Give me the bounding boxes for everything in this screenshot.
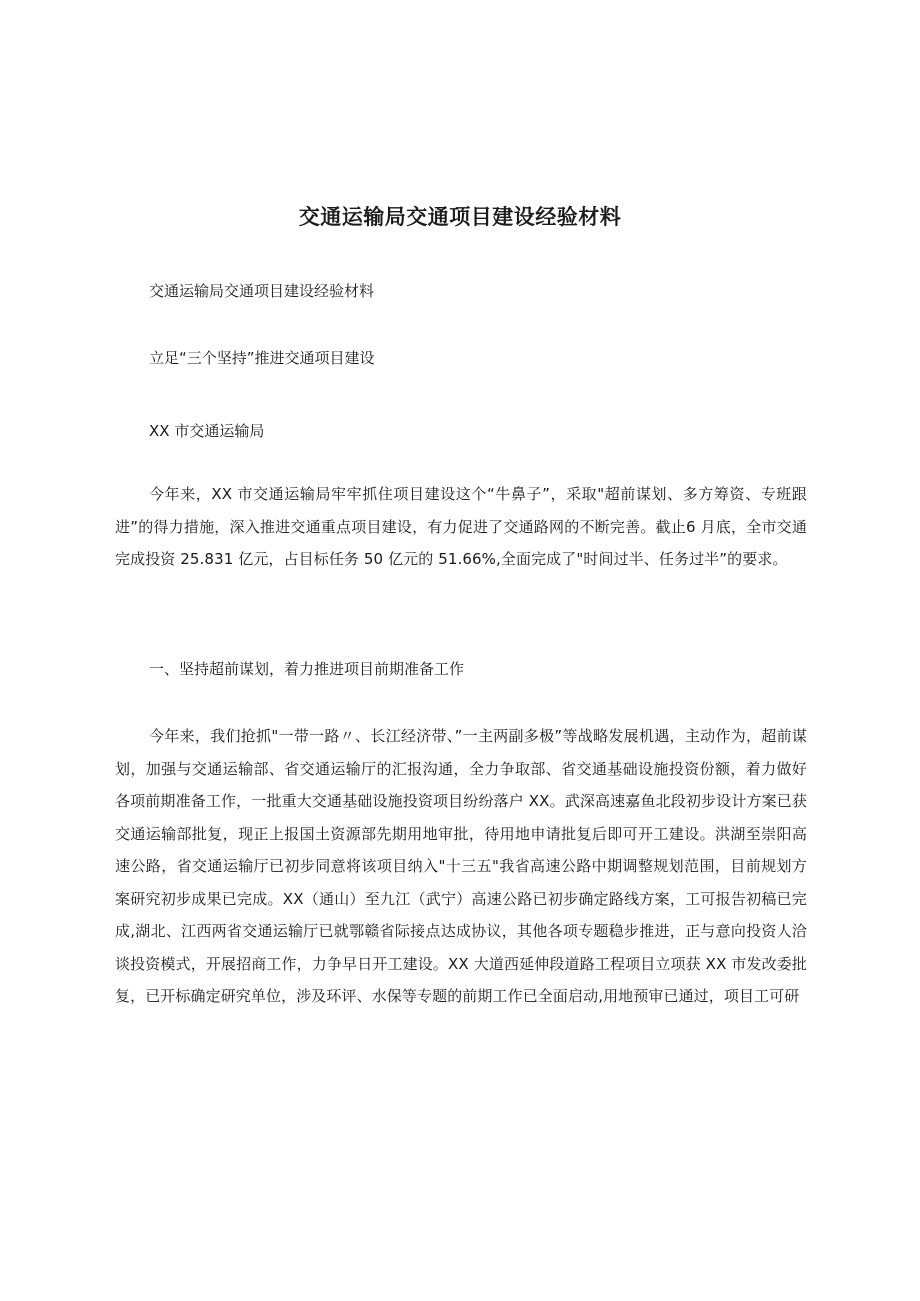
subtitle-line: 交通运输局交通项目建设经验材料 <box>149 282 375 300</box>
author-line: XX 市交通运输局 <box>149 422 265 440</box>
section-1-heading: 一、坚持超前谋划，着力推进项目前期准备工作 <box>149 660 465 678</box>
section-1-paragraph: 今年来，我们抢抓"一带一路〃、长江经济带、”一主两副多极”等战略发展机遇，主动作为，超前谋划，加强与交通运输部、省交通运输厅的汇报沟通，全力争取部、省交通基础设施投资份额，着力做好各项前期准备工作，一批重大交通基础设施投资项目纷纷落户 XX。武深高速嘉鱼北段初步设计方案已获交通运输部批复，现正上报国土资源部先期用地审批，待用地申请批复后即可开工建设。洪湖至崇阳高速公路，省交通运输厅已初步同意将该项目纳入"十三五"我省高速公路中期调整规划范围，目前规划方案研究初步成果已完成。XX（通山）至九江（武宁）高速公路已初步确定路线方案，工可报告初稿已完成,湖北、江西两省交通运输厅已就鄂赣省际接点达成协议，其他各项专题稳步推进，正与意向投资人洽谈投资模式，开展招商工作，力争早日开工建设。XX 大道西延伸段道路工程项目立项获 XX 市发改委批复，已开标确定研究单位，涉及环评、水保等专题的前期工作已全面启动,用地预审已通过，项目工可研 <box>115 727 807 1005</box>
document-title: 交通运输局交通项目建设经验材料 <box>298 205 622 229</box>
intro-paragraph: 今年来，XX 市交通运输局牢牢抓住项目建设这个“牛鼻子”，采取"超前谋划、多方筹资、专班跟进”的得力措施，深入推进交通重点项目建设，有力促进了交通路网的不断完善。截止6 月底，全市交通完成投资 25.831 亿元，占目标任务 50 亿元的 51.66%,全面完成了"时间过半、任务过半”的要求。 <box>115 485 807 568</box>
theme-heading: 立足“三个坚持”推进交通项目建设 <box>149 349 375 367</box>
